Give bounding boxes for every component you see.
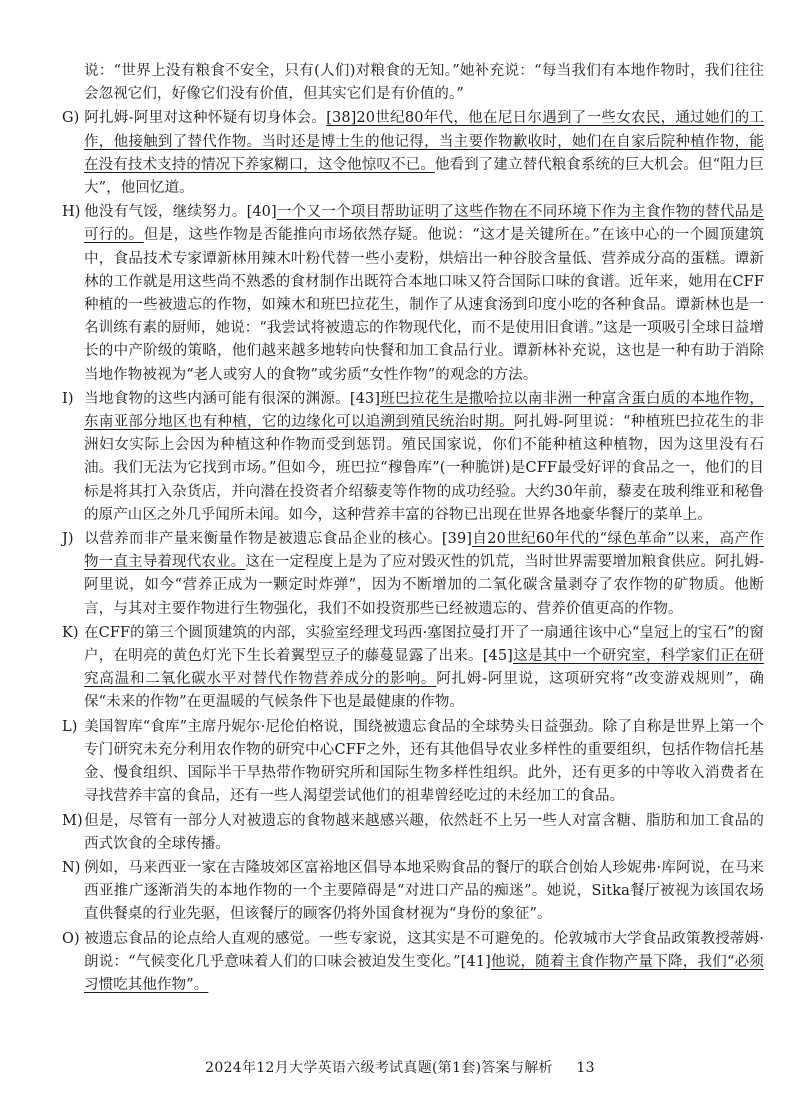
paragraph-text: 在CFF的第三个圆顶建筑的内部，实验室经理戈玛西·塞图拉曼打开了一扇通往该中心“皇冠上的宝石”的窗户，在明亮的黄色灯光下生长着翼型豆子的藤蔓显露了出来。[45] bbox=[84, 624, 764, 665]
paragraph-text: 美国智库“食库”主席丹妮尔·尼伦伯格说，围绕被遗忘食品的全球势头日益强劲。除了自称是世界上第一个专门研究未充分利用农作物的研究中心CFF之外，还有其他倡导农业多样性的重要组织，包括作物信托基金、慢食组织、国际半干旱热带作物研究所和国际生物多样性组织。此外，还有更多的中等收入消费者在寻找营养丰富的食品，还有一些人渴望尝试他们的祖辈曾经吃过的未经加工的食品。 bbox=[84, 718, 764, 805]
page-footer bbox=[0, 1057, 800, 1077]
paragraph-text: 阿扎姆-阿里说：“种植班巴拉花生的非洲妇女实际上会因为种植这种作物而受到惩罚。殖民国家说，你们不能种植这种植物，因为这里没有石油。我们无法为它找到市场。”但如今，班巴拉“穆鲁库”(一种脆饼)是CFF最受好评的食品之一，他们的目标是将其打入杂货店，并向潜在投资者介绍藜麦等作物的成功经验。大约30年前，藜麦在玻利维亚和秘鲁的原产山区之外几乎闻所未闻。如今，这种营养丰富的谷物已出现在世界各地豪华餐厅的菜单上。 bbox=[84, 414, 764, 523]
paragraph-label: G) bbox=[62, 110, 80, 127]
paragraph-label: H) bbox=[62, 204, 81, 221]
paragraph-label: N) bbox=[62, 859, 81, 876]
paragraph-text: 阿扎姆-阿里对这种怀疑有切身体会。 bbox=[84, 110, 327, 127]
paragraph-text: 但是，这些作物是否能推向市场依然存疑。他说：“这才是关键所在。”在该中心的一个圆顶建筑中，食品技术专家谭新林用辣木叶粉代替一些小麦粉，烘焙出一种谷胶含量低、营养成分高的蛋糕。谭新林的工作就是用这些尚不熟悉的食材制作出既符合本地口味又符合国际口味的食谱。近年来，她用在CFF种植的一些被遗忘的作物，如辣木和班巴拉花生，制作了从速食汤到印度小吃的各种食品。谭新林也是一名训练有素的厨师，她说：“我尝试将被遗忘的作物现代化，而不是使用旧食谱。”这是一项吸引全球日益增长的中产阶级的策略，他们越来越多地转向快餐和加工食品行业。谭新林补充说，这也是一种有助于消除当地作物被视为“老人或穷人的食物”或劣质“女性作物”的观念的方法。 bbox=[84, 227, 765, 383]
paragraph-m bbox=[62, 810, 764, 856]
paragraph-continuation bbox=[62, 60, 764, 106]
underlined-answer-text: 一个又一个项目帮助证明了这些作物在不同环境下作为主食作物的替代品是可行的。 bbox=[84, 204, 765, 244]
underlined-answer-text: 他说，随着主食作物产量下降，我们“必须习惯吃其他作物”。 bbox=[84, 953, 764, 993]
paragraph-label: K) bbox=[62, 624, 79, 641]
paragraph-label: M) bbox=[62, 812, 83, 829]
paragraph-text: 说：“世界上没有粮食不安全，只有(人们)对粮食的无知。”她补充说：“每当我们有本地作物时，我们往往会忽视它们，好像它们没有价值，但其实它们是有价值的。” bbox=[84, 63, 764, 103]
paragraph-text: 例如，马来西亚一家在吉隆坡郊区富裕地区倡导本地采购食品的餐厅的联合创始人珍妮弗·库阿说，在马来西亚推广逐渐消失的本地作物的一个主要障碍是“对进口产品的痴迷”。她说，Sitka餐厅被视为该国农场直供餐桌的行业先驱，但该餐厅的顾客仍将外国食材视为“身份的象征”。 bbox=[84, 859, 764, 923]
paragraph-text: 他没有气馁，继续努力。[40] bbox=[84, 204, 277, 221]
underlined-answer-text: 自20世纪60年代的“绿色革命”以来，高产作物一直主导着现代农业。 bbox=[84, 531, 764, 571]
paragraph-label: I) bbox=[62, 390, 74, 407]
footer-title: 2024年12月大学英语六级考试真题(第1套)答案与解析 bbox=[205, 1060, 553, 1076]
page-number: 13 bbox=[576, 1060, 595, 1076]
paragraph-label: O) bbox=[62, 930, 80, 947]
paragraph-i bbox=[62, 388, 764, 527]
paragraph-text: 以营养而非产量来衡量作物是被遗忘食品企业的核心。[39] bbox=[84, 531, 473, 548]
paragraph-text: 这在一定程度上是为了应对毁灭性的饥荒，当时世界需要增加粮食供应。阿扎姆-阿里说，如今“营养正成为一颗定时炸弹”，因为不断增加的二氧化碳含量剥夺了农作物的矿物质。他断言，与其对主要作物进行生物强化，我们不如投资那些已经被遗忘的、营养价值更高的作物。 bbox=[84, 554, 764, 617]
paragraph-text: 阿扎姆-阿里说，这项研究将“改变游戏规则”，确保“未来的作物”在更温暖的气候条件下也是最健康的作物。 bbox=[84, 671, 764, 711]
underlined-answer-text: 这是其中一个研究室，科学家们正在研究高温和二氧化碳水平对替代作物营养成分的影响。 bbox=[84, 648, 764, 688]
paragraph-text: 被遗忘食品的论点给人直观的感觉。一些专家说，这其实是不可避免的。伦敦城市大学食品政策教授蒂姆·朗说：“气候变化几乎意味着人们的口味会被迫发生变化。”[41] bbox=[84, 930, 764, 970]
paragraph-l bbox=[62, 716, 764, 809]
document-body bbox=[62, 60, 764, 998]
paragraph-o bbox=[62, 928, 764, 998]
paragraph-j bbox=[62, 528, 764, 621]
paragraph-n bbox=[62, 857, 764, 927]
underlined-answer-text: 班巴拉花生是撒哈拉以南非洲一种富含蛋白质的本地作物，东南亚部分地区也有种植，它的边缘化可以追溯到殖民统治时期。 bbox=[84, 390, 764, 431]
paragraph-text: 当地食物的这些内涵可能有很深的渊源。[43] bbox=[84, 390, 381, 407]
paragraph-h bbox=[62, 201, 764, 387]
paragraph-label: J) bbox=[62, 531, 74, 548]
paragraph-g bbox=[62, 107, 764, 200]
paragraph-text: 他看到了建立替代粮食系统的巨大机会。但“阻力巨大”，他回忆道。 bbox=[84, 156, 764, 197]
paragraph-k bbox=[62, 622, 764, 715]
paragraph-label: L) bbox=[62, 718, 78, 735]
underlined-answer-text: [38]20世纪80年代，他在尼日尔遇到了一些女农民，通过她们的工作，他接触到了替代作物。当时还是博士生的他记得，当主要作物歉收时，她们在自家后院种植作物，能在没有技术支持的情况下养家糊口，这令他惊叹不已。 bbox=[84, 110, 764, 173]
paragraph-text: 但是，尽管有一部分人对被遗忘的食物越来越感兴趣，依然赶不上另一些人对富含糖、脂肪和加工食品的西式饮食的全球传播。 bbox=[84, 812, 764, 852]
